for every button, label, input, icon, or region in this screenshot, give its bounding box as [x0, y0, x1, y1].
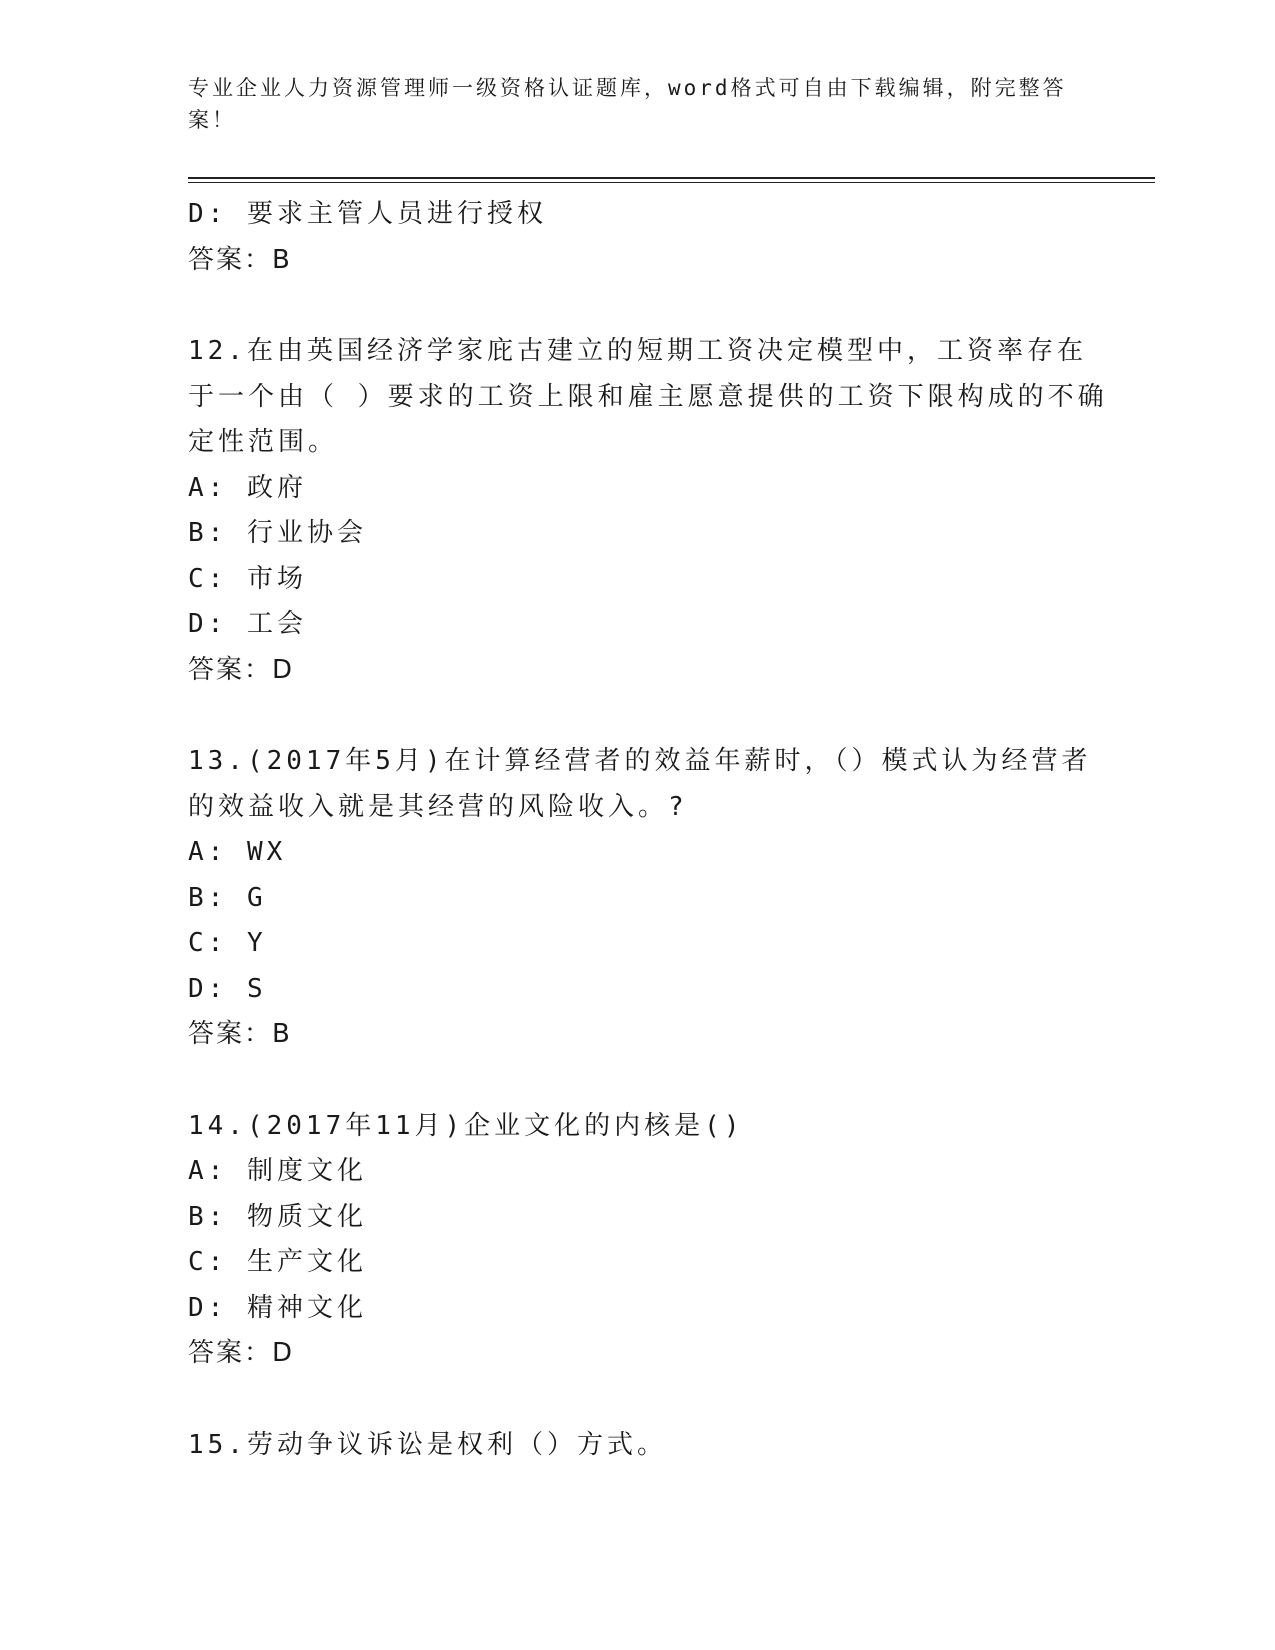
- option-line: B: 行业协会: [188, 518, 367, 548]
- answer-line: 答案：D: [188, 654, 295, 685]
- question-text: 12.在由英国经济学家庇古建立的短期工资决定模型中，工资率存在于一个由（ ）要求的工资上限和雇主愿意提供的工资下限构成的不确定性范围。: [188, 336, 1108, 457]
- option-line: C: 市场: [188, 563, 307, 594]
- option-line: B: 物质文化: [188, 1201, 367, 1232]
- answer-line: 答案：B: [188, 1019, 292, 1049]
- option-line: D: 精神文化: [188, 1292, 367, 1323]
- option-line: B: G: [188, 882, 267, 913]
- question-list: [188, 192, 1108, 1468]
- option-line: C: 生产文化: [188, 1247, 367, 1277]
- header-divider-thin: [188, 182, 1155, 183]
- option-line: A: 制度文化: [188, 1156, 367, 1186]
- option-line: A: WX: [188, 837, 287, 867]
- block-spacer: [188, 693, 1108, 739]
- block-spacer: [188, 1058, 1108, 1104]
- option-line: A: 政府: [188, 472, 307, 503]
- question-text: 13.(2017年5月)在计算经营者的效益年薪时，（）模式认为经营者的效益收入就是其经营的风险收入。?: [188, 746, 1092, 822]
- header-divider-thick: [188, 177, 1155, 179]
- answer-line: 答案：B: [188, 244, 292, 275]
- block-spacer: [188, 283, 1108, 329]
- option-line: D: 要求主管人员进行授权: [188, 199, 547, 229]
- question-text: 15.劳动争议诉讼是权利（）方式。: [188, 1429, 667, 1460]
- option-line: C: Y: [188, 928, 267, 958]
- document-header: 专业企业人力资源管理师一级资格认证题库，word格式可自由下载编辑，附完整答案！: [188, 76, 1067, 132]
- question-text: 14.(2017年11月)企业文化的内核是(): [188, 1110, 744, 1141]
- answer-line: 答案：D: [188, 1338, 295, 1368]
- option-line: D: S: [188, 973, 267, 1004]
- option-line: D: 工会: [188, 609, 307, 639]
- block-spacer: [188, 1377, 1108, 1423]
